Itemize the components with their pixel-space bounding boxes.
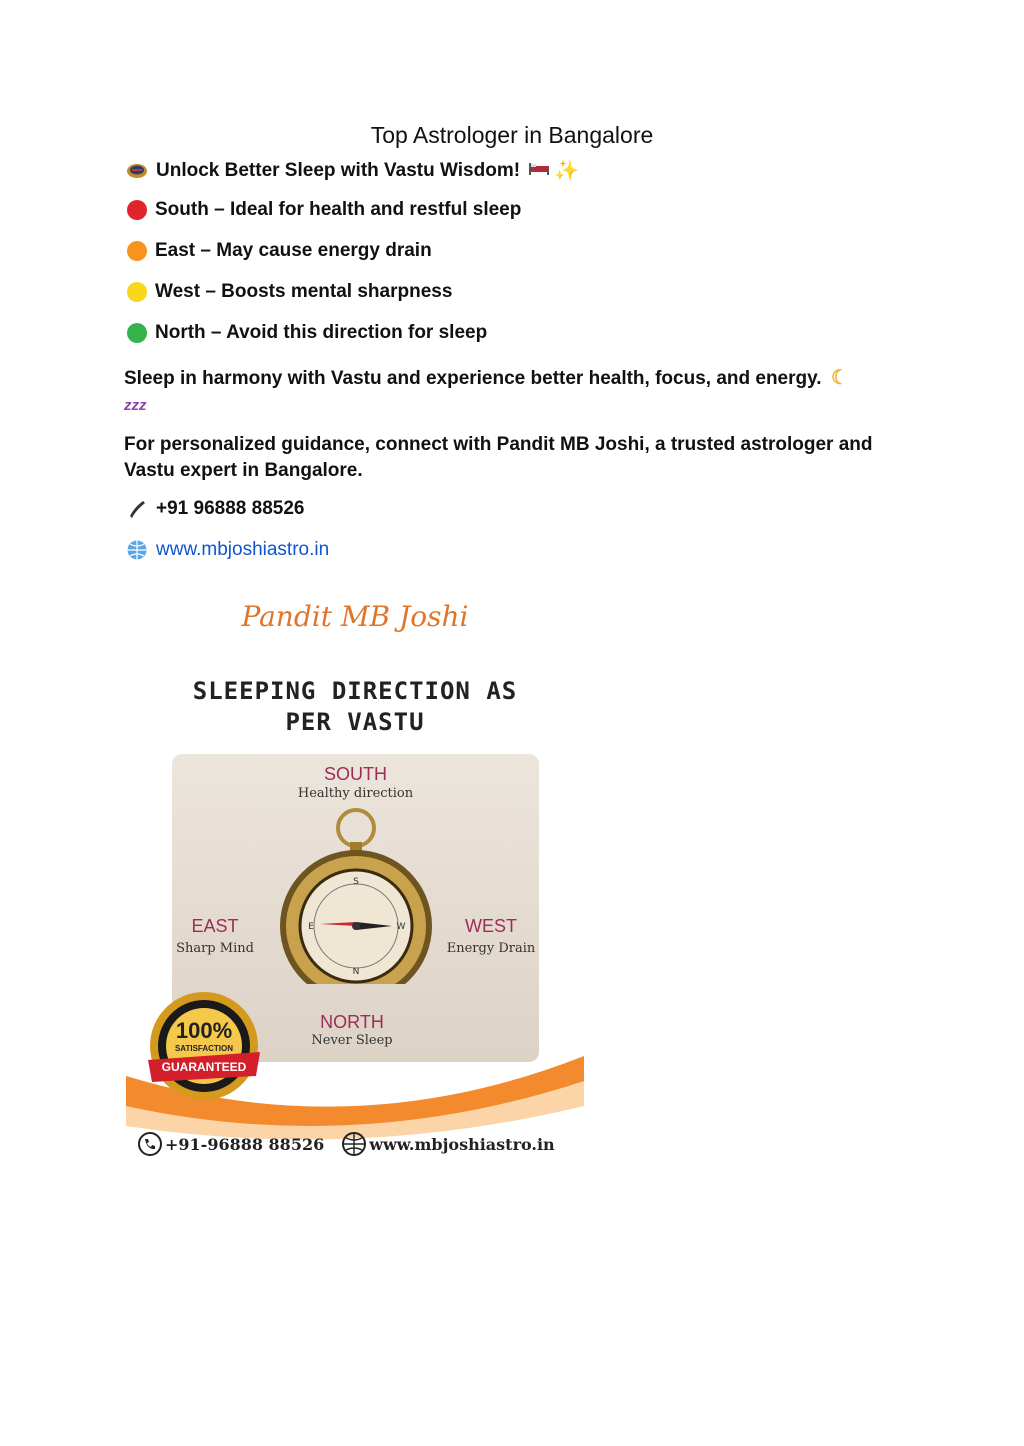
bed-icon <box>528 160 550 182</box>
orange-circle-icon <box>127 241 147 261</box>
poster-signature: Pandit MB Joshi <box>241 600 469 633</box>
east-sub: Sharp Mind <box>176 941 254 956</box>
phone-icon <box>126 498 148 520</box>
poster-heading: SLEEPING DIRECTION AS PER VASTU <box>192 677 518 736</box>
green-circle-icon <box>127 323 147 343</box>
page-title: Top Astrologer in Bangalore <box>370 122 654 148</box>
direction-item-north <box>126 322 487 344</box>
direction-item-east <box>126 240 432 262</box>
north-sub: Never Sleep <box>311 1033 393 1048</box>
intro-text: Unlock Better Sleep with Vastu Wisdom! <box>156 159 521 181</box>
west-sub: Energy Drain <box>446 941 536 956</box>
phone-line <box>126 498 304 520</box>
sleep-text: Sleep in harmony with Vastu and experience better health, focus, and energy. <box>124 368 822 389</box>
phone-icon <box>138 1132 162 1156</box>
zzz-icon: zzz <box>124 397 147 414</box>
north-label: NORTH <box>320 1012 384 1032</box>
compass-icon <box>126 160 148 182</box>
svg-text:E: E <box>308 922 314 932</box>
globe-icon <box>126 539 148 561</box>
yellow-circle-icon <box>127 282 147 302</box>
direction-item-south <box>126 199 521 221</box>
compass-icon <box>276 804 436 984</box>
badge-percent: 100% <box>175 1018 233 1043</box>
guarantee-badge <box>148 990 260 1102</box>
west-label: WEST <box>465 916 517 936</box>
poster-contact <box>138 1132 555 1156</box>
website-line <box>126 539 329 561</box>
sparkles-icon: ✨ <box>554 160 579 182</box>
badge-ribbon: GUARANTEED <box>161 1060 247 1074</box>
svg-text:S: S <box>353 877 359 887</box>
svg-text:N: N <box>352 967 360 977</box>
sleep-paragraph <box>124 365 884 419</box>
globe-icon <box>342 1132 366 1156</box>
east-label: EAST <box>191 916 239 936</box>
direction-text: North – Avoid this direction for sleep <box>155 322 488 343</box>
phone-number[interactable]: +91 96888 88526 <box>156 498 305 519</box>
south-sub: Healthy direction <box>297 786 414 801</box>
badge-satisfaction: SATISFACTION <box>174 1044 234 1053</box>
south-label: SOUTH <box>324 764 387 784</box>
poster-phone: +91-96888 88526 <box>165 1134 325 1154</box>
red-circle-icon <box>127 200 147 220</box>
direction-text: West – Boosts mental sharpness <box>155 281 453 302</box>
direction-item-west <box>126 281 452 303</box>
guidance-paragraph: For personalized guidance, connect with Pandit MB Joshi, a trusted astrologer and Vastu expert in Bangalore. <box>124 434 873 481</box>
website-link[interactable]: www.mbjoshiastro.in <box>156 539 330 560</box>
poster-website: www.mbjoshiastro.in <box>369 1134 555 1154</box>
intro-line <box>126 158 579 183</box>
direction-text: East – May cause energy drain <box>155 240 432 261</box>
vastu-poster-image <box>126 590 584 1166</box>
svg-text:W: W <box>396 922 406 932</box>
crescent-moon-icon: ☾ <box>830 367 849 389</box>
direction-text: South – Ideal for health and restful sleep <box>155 199 522 220</box>
